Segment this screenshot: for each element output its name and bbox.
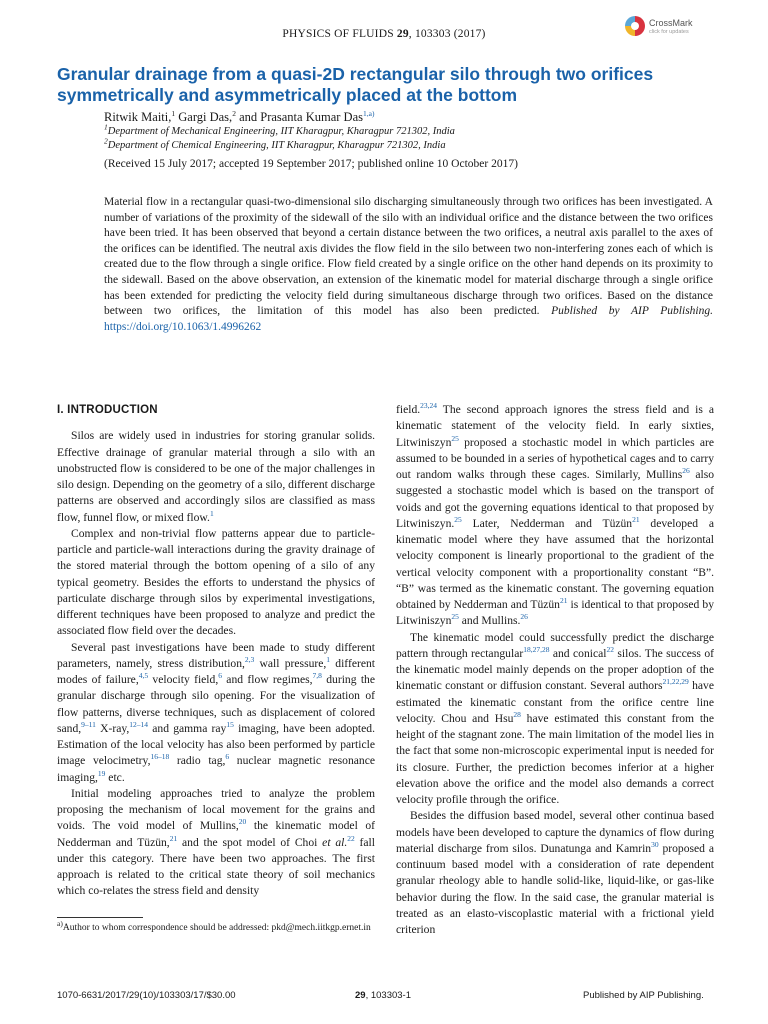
- abstract-publisher: Published by AIP Publishing.: [551, 305, 713, 318]
- footer-page: [355, 990, 411, 1001]
- citation-link[interactable]: 6: [218, 671, 222, 681]
- affiliation-1: [104, 122, 455, 137]
- journal-name: PHYSICS OF FLUIDS: [282, 28, 397, 40]
- author-name: Gargi Das,: [175, 110, 233, 124]
- citation-link[interactable]: 16–18: [150, 752, 170, 762]
- paragraph: Initial modeling approaches tried to analyze the problem proposing the mechanism of local movement for the grains and voids. The void model of Mullins,$^{20}$ the kinematic model of Nedderman and Tüzün,$^{21}$ and the spot model of Choi et al.$^{22}$ fall under this category. There have been two approaches. The first approach is related to the critical state theory of soil mechanics which co-relates the stress field and density: [57, 786, 375, 898]
- crossmark-sublabel: click for updates: [649, 29, 689, 35]
- left-column: [57, 402, 375, 900]
- received-dates: (Received 15 July 2017; accepted 19 September 2017; published online 10 October 2017): [104, 158, 518, 170]
- footnote-mark: a): [57, 918, 63, 928]
- affiliation-text: Department of Chemical Engineering, IIT Kharagpur, Kharagpur 721302, India: [107, 140, 446, 151]
- citation-link[interactable]: 21: [169, 833, 178, 843]
- abstract-text: Material flow in a rectangular quasi-two-dimensional silo discharging simultaneously through two orifices has been investigated. A number of variations of the proximity of the sidewall of the silo with an individual orifice and the distance between the two orifices have been tried. It has been observed that beyond a certain distance between the two orifices, a neutral axis parallel to the axes of the orifices can be identified. The neutral axis divides the flow field in the silo between two non-interfering zones each of which is created due to the flow through a single orifice. Flow field created by a single orifice on the other hand depends on its proximity to the sidewall. Based on the above observation, an extension of the kinematic model for material discharge through a single orifice has been extended for predicting the velocity field during simultaneous discharge through two orifices. Based on the distance between two orifices, the limitation of this model has also been predicted.: [104, 196, 713, 318]
- right-column: [396, 402, 714, 938]
- footnote-rule: [57, 917, 143, 918]
- footer-volume: 29: [355, 990, 366, 1001]
- author-name: Ritwik Maiti,: [104, 110, 172, 124]
- journal-volume: 29: [396, 28, 409, 40]
- crossmark-label: CrossMark: [649, 18, 693, 28]
- citation-link[interactable]: 25: [451, 433, 459, 443]
- crossmark-icon: [625, 16, 645, 36]
- citation-link[interactable]: 30: [651, 839, 659, 849]
- footer-page-number: , 103303-1: [365, 990, 412, 1001]
- citation-link[interactable]: 15: [226, 719, 234, 729]
- citation-link[interactable]: 4,5: [138, 671, 149, 681]
- paragraph: field.$^{23,24}$ The second approach ignores the stress field and is a kinematic statement of the velocity field. In early sixties, Litwiniszyn$^{25}$ proposed a stochastic model in which particles are assumed to be bounded in a series of hypothetical cages and to carry out random walks through these cages. Similarly, Mullins$^{26}$ also suggested a stochastic model which is based on the transport of voids and got the governing equations identical to that proposed by Litwiniszyn.$^{25}$ Later, Nedderman and Tüzün$^{21}$ developed a kinematic model where they have assumed that the horizontal velocity component is linearly proportional to the gradient of the vertical velocity component with a proportionality constant “B”. “B” was termed as the kinematic constant. The governing equation obtained by Nedderman and Tüzün$^{21}$ is identical to that proposed by Litwiniszyn$^{25}$ and Mullins.$^{26}$: [396, 401, 715, 628]
- author-name: and Prasanta Kumar Das: [235, 110, 363, 124]
- citation-link[interactable]: 1: [326, 654, 331, 664]
- citation-link[interactable]: 7,8: [312, 671, 322, 681]
- citation-link[interactable]: 26: [682, 466, 690, 476]
- affiliation-text: Department of Mechanical Engineering, IIT Kharagpur, Kharagpur 721302, India: [107, 126, 455, 137]
- citation-link[interactable]: 25: [454, 514, 462, 524]
- citation-link[interactable]: 28: [513, 709, 521, 719]
- abstract: [104, 195, 713, 335]
- citation-link[interactable]: 25: [451, 612, 459, 622]
- affiliation-mark: 1: [104, 122, 108, 132]
- doi-link[interactable]: https://doi.org/10.1063/1.4996262: [104, 320, 262, 333]
- citation-link[interactable]: 21: [559, 596, 568, 606]
- paragraph: Besides the diffusion based model, several other continua based models have been developed to capture the dynamics of flow during material discharge from silos. Dunatunga and Kamrin$^{30}$ proposed a continuum based model with a consideration of rate dependent granular rheology able to handle solid-like, liquid-like, or gas-like behavior during the flow. In the said case, the granular material is treated as an elasto-viscoplastic material with a frictional yield criterion: [396, 809, 714, 936]
- citation-link[interactable]: 9–11: [81, 719, 96, 729]
- citation-link[interactable]: 2,3: [244, 654, 255, 664]
- citation-link[interactable]: 6: [225, 752, 230, 762]
- author-affiliation-mark[interactable]: 1,a): [362, 108, 375, 118]
- author-affiliation-mark: 2: [232, 108, 236, 118]
- paragraph: Silos are widely used in industries for storing granular solids. Effective drainage of granular material through a silo with an unobstructed flow is considered to be one of the major challenges in silo design. Depending on the geometry of a silo, different discharge patterns are observed and accordingly silos are classified as mass flow, funnel flow, or mixed flow.$^1$: [57, 429, 375, 524]
- citation-link[interactable]: 12–14: [129, 719, 149, 729]
- citation-link[interactable]: 1: [209, 508, 214, 518]
- paragraph: The kinematic model could successfully predict the discharge pattern through rectangular$^{18,27,28}$ and conical$^{22}$ silos. The success of the kinematic model mainly depends on the proper adoption of the kinematic constant or diffusion constant. Several authors$^{21,22,29}$ have estimated the kinematic constant from the orifice centre line velocity. Chou and Hsu$^{28}$ have estimated this constant from the height of the stagnant zone. The main limitation of the model lies in the fact that some non-microscopic experimental input is needed for its closure. Further, the prediction becomes inferior at a higher elevation above the orifice and the model also demands a correct velocity profile through the orifice.: [396, 630, 714, 806]
- footnote: [57, 918, 375, 934]
- citation-link[interactable]: 21,22,29: [662, 677, 689, 687]
- citation-link[interactable]: 26: [520, 612, 528, 622]
- citation-link[interactable]: 20: [238, 817, 247, 827]
- section-heading: I. INTRODUCTION: [57, 404, 158, 416]
- citation-link[interactable]: 19: [97, 768, 106, 778]
- paper-title: Granular drainage from a quasi-2D rectangular silo through two orifices symmetrically and asymmetrically placed at the bottom: [57, 64, 654, 105]
- affiliation-2: [104, 136, 446, 151]
- affiliation-mark: 2: [104, 136, 108, 146]
- paragraph: Several past investigations have been made to study different parameters, namely, stress distribution,$^{2,3}$ wall pressure,$^1$ different modes of failure,$^{4,5}$ velocity field,$^6$ and flow regimes,$^{7,8}$ during the granular discharge through silo opening. For the visualization of flow patterns, diverse techniques, such as displacement of colored sand,$^{9-11}$ X-ray,$^{12-14}$ and gamma ray$^{15}$ imaging, have been adopted. Estimation of the local velocity has also been performed by particle image velocimetry,$^{16-18}$ radio tag,$^6$ nuclear magnetic resonance imaging,$^{19}$ etc.: [57, 640, 375, 784]
- citation-link[interactable]: 18,27,28: [523, 644, 550, 654]
- citation-link[interactable]: 23,24: [420, 401, 438, 411]
- journal-pages: , 103303 (2017): [408, 28, 486, 40]
- author-affiliation-mark: 1: [171, 108, 176, 118]
- citation-link[interactable]: 22: [606, 644, 614, 654]
- author-list: [104, 110, 374, 125]
- citation-link[interactable]: 21: [632, 514, 640, 524]
- footer-issn: 1070-6631/2017/29(10)/103303/17/$30.00: [57, 990, 236, 1001]
- paragraph: Complex and non-trivial flow patterns appear due to particle-particle and particle-wall interactions during the gravity drainage of the stored material through the bottom opening of a silo of any typical geometry. Besides the efforts to understand the physics of particulate discharge through silos by experimental investigations, different techniques have been proposed to analyze and predict the associated flow field over the decades.: [57, 526, 375, 638]
- footnote-text: Author to whom correspondence should be addressed: pkd@mech.iitkgp.ernet.in: [62, 923, 371, 933]
- footer-publisher: Published by AIP Publishing.: [583, 990, 704, 1001]
- crossmark-badge[interactable]: [625, 16, 695, 40]
- citation-link[interactable]: 22: [347, 833, 355, 843]
